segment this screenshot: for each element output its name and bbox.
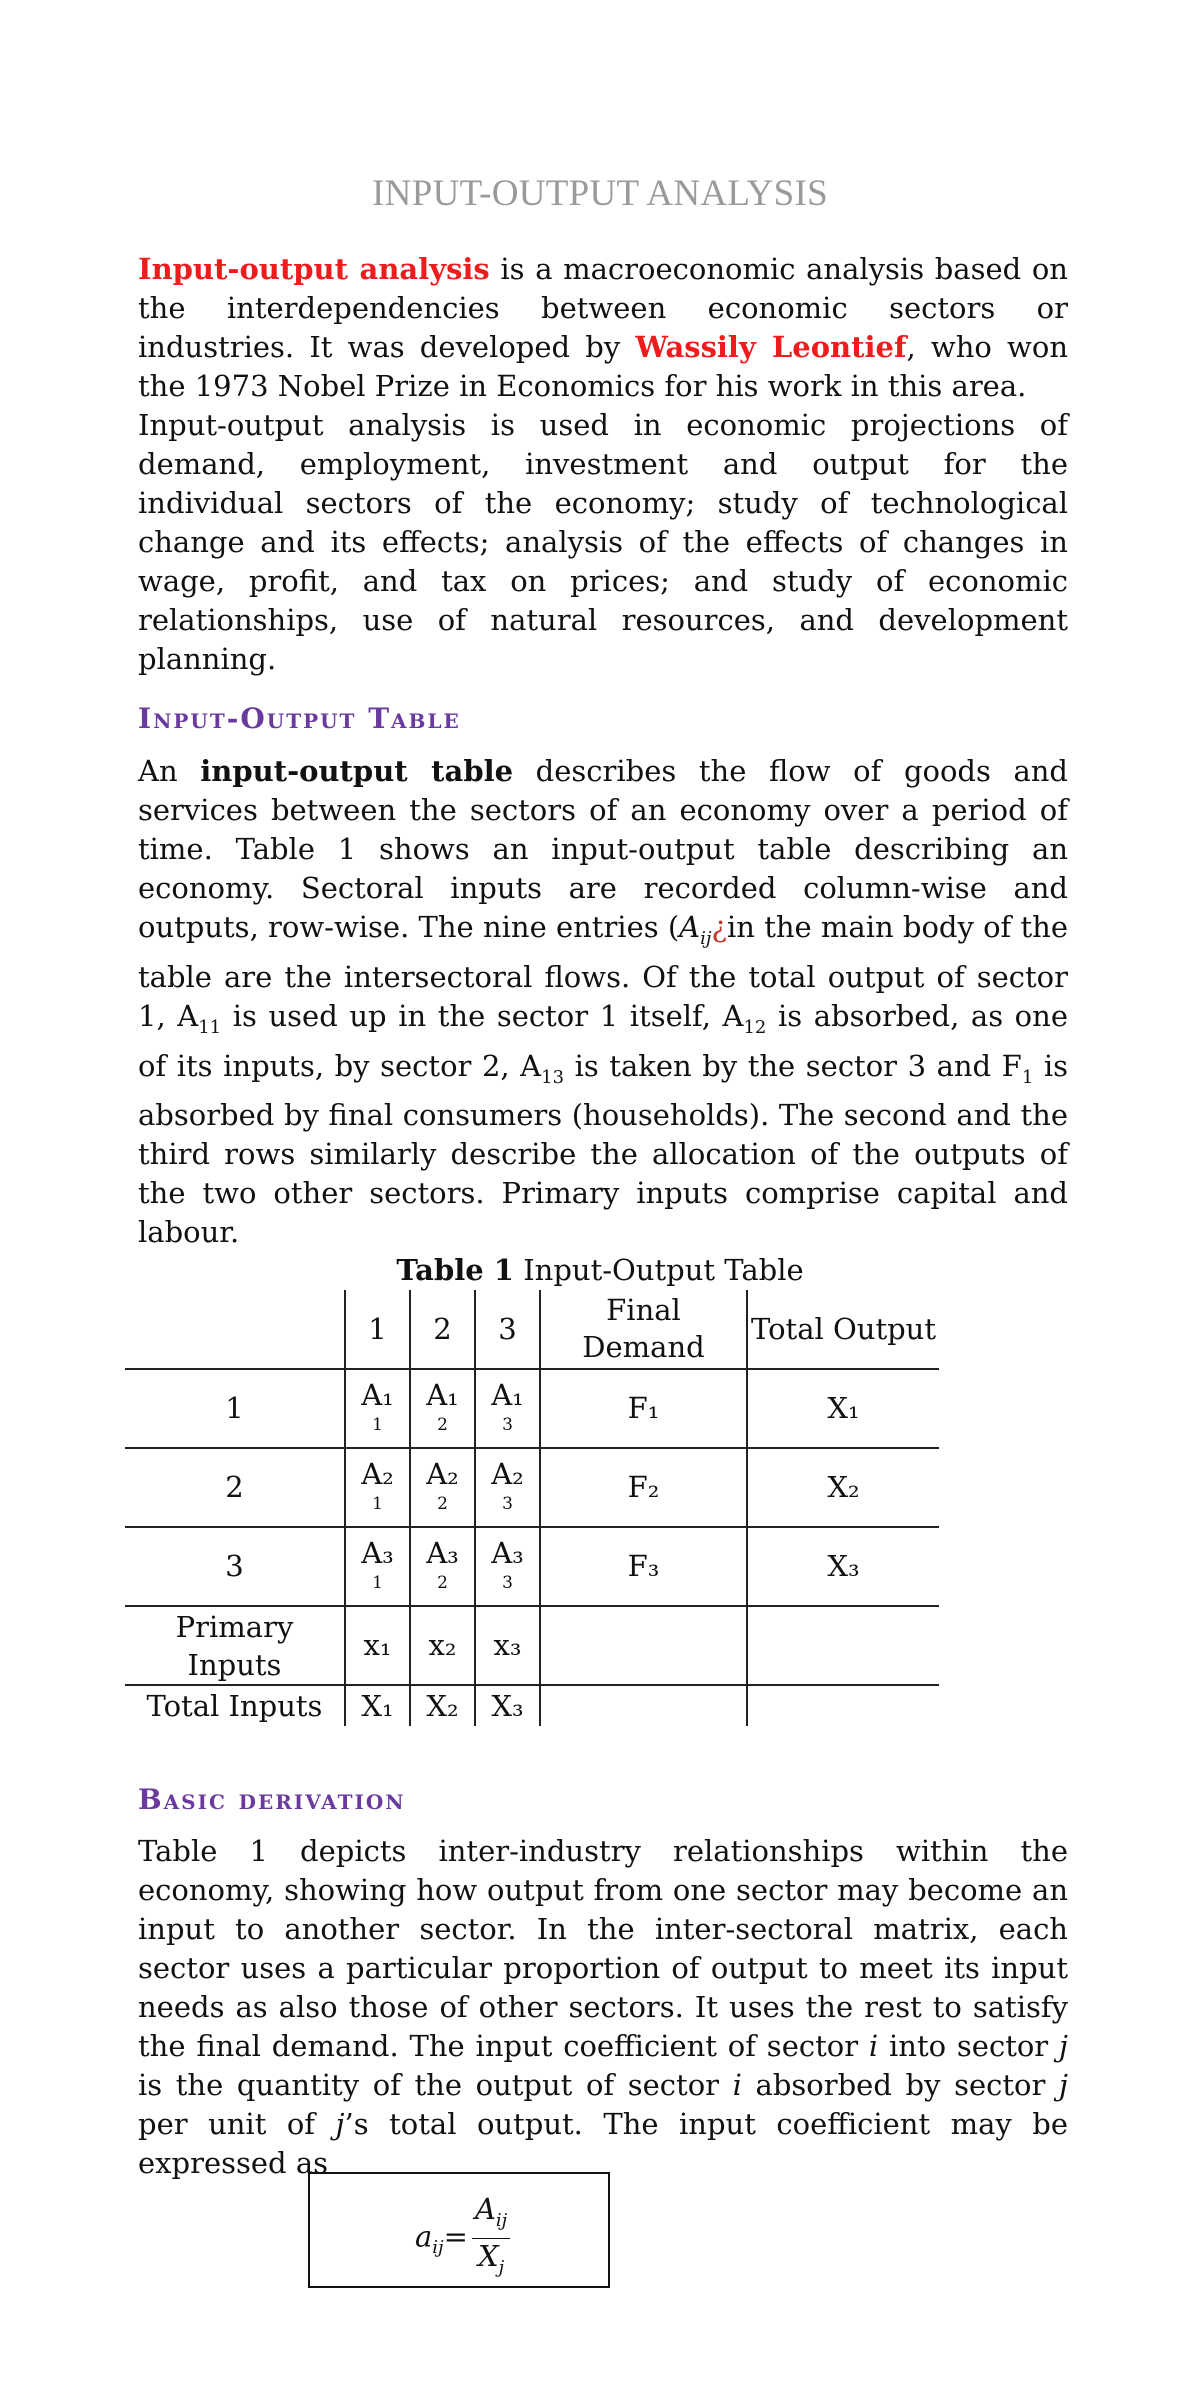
cell-main: A₂ <box>361 1456 394 1491</box>
cell-sub: 1 <box>372 1414 383 1435</box>
cell-f1: F₁ <box>540 1369 747 1448</box>
s1-text-1: describes the flow of goods and services between the sectors of an economy over a period of time. Table 1 shows an input-output table describing an economy. Sectoral inputs are recorded column-wise and outputs, row-wise. The nine entries ( <box>138 754 1068 944</box>
heading-basic-derivation: Basic derivation <box>138 1783 406 1816</box>
header-sector-3: 3 <box>475 1290 540 1369</box>
formula-lhs: a <box>415 2219 433 2254</box>
s1-text-6: is absorbed by final consumers (households). The second and the third rows similarly describe the allocation of the outputs of the two other sectors. Primary inputs comprise capital and labour. <box>138 1048 1068 1250</box>
intro-text-1: is a macroeconomic analysis based on the interdependencies between economic sectors or industries. It was developed by <box>138 252 1068 364</box>
page-title: INPUT-OUTPUT ANALYSIS <box>372 173 828 214</box>
cell-sub: 3 <box>502 1572 513 1593</box>
var-i: i <box>868 2029 879 2063</box>
cell-main: A₂ <box>426 1456 459 1491</box>
numerator-sub: ij <box>495 2209 508 2231</box>
cell-a32 <box>410 1527 475 1606</box>
sub-a12: 12 <box>743 1016 767 1038</box>
cell-empty <box>747 1685 939 1726</box>
formula-box <box>308 2172 610 2288</box>
derivation-paragraph <box>138 1832 1068 2183</box>
s1-text-3: is used up in the sector 1 itself, A <box>221 998 744 1033</box>
cell-main: A₃ <box>491 1535 524 1570</box>
s2-text-5: per unit of <box>138 2107 336 2141</box>
table-row-total-inputs <box>125 1685 939 1726</box>
intro-paragraph <box>138 250 1068 406</box>
term-input-output-analysis: Input-output analysis <box>138 252 490 286</box>
caption-label: Table 1 <box>396 1253 514 1287</box>
table-header-row <box>125 1290 939 1369</box>
cell-a13 <box>475 1369 540 1448</box>
cell-a12 <box>410 1369 475 1448</box>
cell-total-x1: X₁ <box>345 1685 410 1726</box>
table-row <box>125 1448 939 1527</box>
cell-a11 <box>345 1369 410 1448</box>
table-description-paragraph <box>138 752 1068 1252</box>
formula-lhs-sub: ij <box>432 2237 444 2259</box>
cell-a33 <box>475 1527 540 1606</box>
input-output-table <box>125 1290 939 1726</box>
cell-sub: 2 <box>437 1414 448 1435</box>
header-final-demand: Final Demand <box>540 1290 747 1369</box>
var-j: j <box>335 2107 345 2141</box>
sub-a13: 13 <box>541 1066 565 1088</box>
cell-sub: 1 <box>372 1493 383 1514</box>
cell-total-x2: X₂ <box>410 1685 475 1726</box>
s2-text-6: ’s total output. The input coefficient may be expressed as <box>138 2107 1068 2180</box>
table-row <box>125 1527 939 1606</box>
s2-text-3: is the quantity of the output of sector <box>138 2068 733 2102</box>
row-label: 3 <box>125 1527 345 1606</box>
cell-sub: 3 <box>502 1414 513 1435</box>
var-i: i <box>732 2068 742 2102</box>
formula-denominator <box>472 2239 510 2285</box>
denominator-symbol: X <box>477 2238 499 2273</box>
sub-f1: 1 <box>1021 1066 1034 1088</box>
cell-main: A₁ <box>426 1377 459 1412</box>
entry-glyph: ¿ <box>711 910 728 944</box>
input-coefficient-formula <box>415 2192 510 2285</box>
s2-text-4: absorbed by sector <box>741 2068 1059 2102</box>
formula-fraction <box>472 2192 510 2285</box>
cell-f3: F₃ <box>540 1527 747 1606</box>
intro-text-2: , who won the 1973 Nobel Prize in Economics for his work in this area. <box>138 330 1068 403</box>
cell-main: A₂ <box>491 1456 524 1491</box>
cell-main: A₃ <box>361 1535 394 1570</box>
cell-a31 <box>345 1527 410 1606</box>
cell-f2: F₂ <box>540 1448 747 1527</box>
header-sector-1: 1 <box>345 1290 410 1369</box>
cell-empty <box>747 1606 939 1685</box>
table-row-primary-inputs <box>125 1606 939 1685</box>
cell-x3: X₃ <box>747 1527 939 1606</box>
person-wassily-leontief: Wassily Leontief <box>635 330 907 364</box>
cell-sub: 2 <box>437 1572 448 1593</box>
row-label: Total Inputs <box>146 1688 323 1723</box>
formula-numerator <box>472 2192 510 2239</box>
entry-symbol: A <box>679 910 701 944</box>
cell-sub: 3 <box>502 1493 513 1514</box>
cell-x3-primary: x₃ <box>475 1606 540 1685</box>
cell-x1: X₁ <box>747 1369 939 1448</box>
cell-sub: 2 <box>437 1493 448 1514</box>
s1-text-5: is taken by the sector 3 and F <box>564 1048 1022 1083</box>
uses-paragraph: Input-output analysis is used in economic projections of demand, employment, investment and output for the individual sectors of the economy; study of technological change and its effects; analysis of the effects of changes in wage, profit, and tax on prices; and study of economic relationships, use of natural resources, and development planning. <box>138 408 1068 676</box>
s2-text-1: Table 1 depicts inter-industry relationships within the economy, showing how output from one sector may become an input to another sector. In the inter-sectoral matrix, each sector uses a particular proportion of output to meet its input needs as also those of other sectors. It uses the rest to satisfy the final demand. The input coefficient of sector <box>138 1834 1068 2063</box>
var-j: j <box>1059 2029 1068 2063</box>
cell-x2-primary: x₂ <box>410 1606 475 1685</box>
table-caption <box>0 1253 1200 1287</box>
cell-sub: 1 <box>372 1572 383 1593</box>
cell-total-x3: X₃ <box>475 1685 540 1726</box>
cell-empty <box>540 1606 747 1685</box>
s1-text-2: in the main body of the table are the intersectoral flows. Of the total output of sector 1, A <box>138 910 1068 1033</box>
cell-x1-primary: x₁ <box>345 1606 410 1685</box>
cell-main: A₁ <box>361 1377 394 1412</box>
numerator-symbol: A <box>474 2192 496 2226</box>
cell-main: A₃ <box>426 1535 459 1570</box>
row-label: Primary Inputs <box>125 1606 345 1685</box>
header-total-output: Total Output <box>747 1290 939 1369</box>
cell-a22 <box>410 1448 475 1527</box>
entry-subscript: ij <box>700 927 712 949</box>
header-sector-2: 2 <box>410 1290 475 1369</box>
var-j: j <box>1059 2068 1068 2102</box>
s2-text-2: into sector <box>878 2029 1059 2063</box>
cell-x2: X₂ <box>747 1448 939 1527</box>
cell-main: A₁ <box>491 1377 524 1412</box>
sub-a11: 11 <box>198 1016 222 1038</box>
row-label: 1 <box>125 1369 345 1448</box>
formula-equals: = <box>443 2219 468 2254</box>
heading-input-output-table: Input-Output Table <box>138 702 461 735</box>
header-empty <box>125 1290 345 1369</box>
cell-a21 <box>345 1448 410 1527</box>
table-row <box>125 1369 939 1448</box>
s1-text-4: is absorbed, as one of its inputs, by sector 2, A <box>138 998 1068 1083</box>
term-input-output-table: input-output table <box>200 754 514 788</box>
cell-empty <box>540 1685 747 1726</box>
cell-a23 <box>475 1448 540 1527</box>
row-label: 2 <box>125 1448 345 1527</box>
caption-text: Input-Output Table <box>513 1253 804 1287</box>
s1-lead: An <box>138 754 201 788</box>
denominator-sub: j <box>498 2256 505 2278</box>
